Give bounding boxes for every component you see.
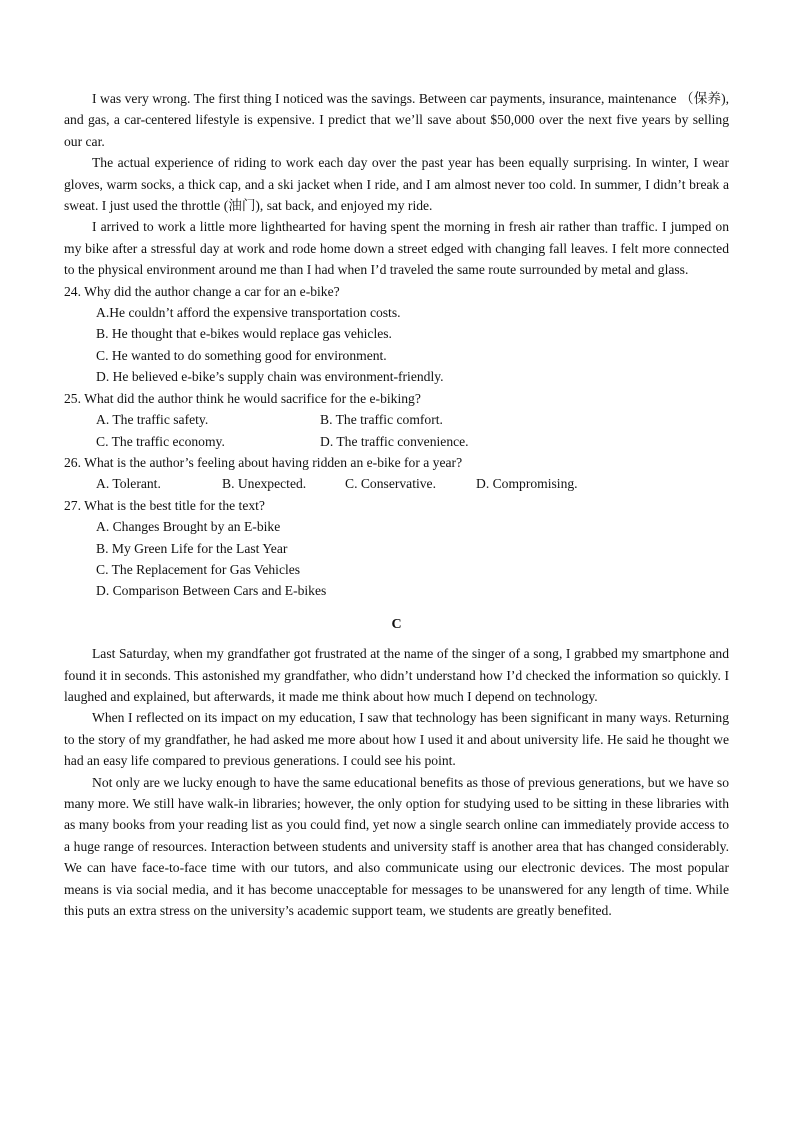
passage-b-paragraph-3: I arrived to work a little more lighthearted for having spent the morning in fresh air rather than traffic. I jumped on my bike after a stressful day at work and rode home down a street edged with changing fall leaves. I felt more connected to the physical environment around me than I had when I’d traveled the same route surrounded by metal and glass. — [64, 219, 729, 278]
question-26-option-a: A. Tolerant. — [96, 476, 161, 492]
question-27-option-b: B. My Green Life for the Last Year — [96, 540, 288, 556]
question-24-option-d: D. He believed e-bike’s supply chain was environment-friendly. — [96, 369, 444, 385]
passage-c-paragraph-3: Not only are we lucky enough to have the same educational benefits as those of previous generations, but we have so many more. We still have walk-in libraries; however, the only option for studying used to be sitting in these libraries with as many books from your reading list as you could find, yet now a single search online can immediately provide access to a huge range of resources. Interaction between students and university staff is another area that has changed considerably. We can have face-to-face time with our tutors, and also communicate using our electronic devices. The most popular means is via social media, and it has become unacceptable for messages to be unanswered for any length of time. While this puts an extra stress on the university’s academic support team, we students are greatly benefited. — [64, 774, 729, 919]
question-25-options-row-1 — [64, 409, 729, 430]
exam-page — [64, 88, 729, 921]
question-27-option-a: A. Changes Brought by an E-bike — [96, 519, 281, 535]
section-c-title: C — [391, 616, 402, 632]
question-25-option-d: D. The traffic convenience. — [320, 433, 469, 449]
question-25-stem: 25. What did the author think he would sacrifice for the e-biking? — [64, 390, 421, 406]
question-25-option-c: C. The traffic economy. — [96, 433, 225, 449]
passage-c — [64, 643, 729, 921]
question-26-option-d: D. Compromising. — [476, 476, 578, 492]
question-24-option-c: C. He wanted to do something good for environment. — [96, 347, 387, 363]
question-26-stem: 26. What is the author’s feeling about having ridden an e-bike for a year? — [64, 454, 463, 470]
question-24-option-b: B. He thought that e-bikes would replace gas vehicles. — [96, 326, 392, 342]
question-24-stem: 24. Why did the author change a car for an e-bike? — [64, 283, 340, 299]
passage-b — [64, 88, 729, 281]
question-27-stem: 27. What is the best title for the text? — [64, 497, 265, 513]
question-24 — [64, 281, 729, 388]
question-27 — [64, 495, 729, 602]
question-27-option-c: C. The Replacement for Gas Vehicles — [96, 561, 301, 577]
question-25-option-a: A. The traffic safety. — [96, 412, 209, 428]
question-26 — [64, 452, 729, 495]
passage-c-paragraph-1: Last Saturday, when my grandfather got frustrated at the name of the singer of a song, I grabbed my smartphone and found it in seconds. This astonished my grandfather, who didn’t understand how I’d checked the information so quickly. I laughed and explained, but afterwards, it made me think about how much I depend on technology. — [64, 646, 729, 704]
question-26-option-b: B. Unexpected. — [222, 476, 307, 492]
passage-b-paragraph-2: The actual experience of riding to work each day over the past year has been equally surprising. In winter, I wear gloves, warm socks, a thick cap, and a ski jacket when I ride, and I am almost never too cold. In summer, I didn’t break a sweat. I just used the throttle (油门), sat back, and enjoyed my ride. — [64, 155, 729, 214]
passage-c-paragraph-2: When I reflected on its impact on my education, I saw that technology has been significant in many ways. Returning to the story of my grandfather, he had asked me more about how I used it and about university life. He said he thought we had an easy life compared to previous generations. I could see his point. — [64, 710, 729, 769]
question-26-options-row — [64, 473, 729, 494]
question-25 — [64, 388, 729, 452]
question-25-options-row-2 — [64, 431, 729, 452]
passage-b-paragraph-1: I was very wrong. The first thing I noticed was the savings. Between car payments, insurance, maintenance （保养), and gas, a car-centered lifestyle is expensive. I predict that we’ll save about $50,000 over the next five years by selling our car. — [64, 91, 729, 149]
question-26-option-c: C. Conservative. — [345, 476, 436, 492]
question-25-option-b: B. The traffic comfort. — [320, 412, 443, 428]
question-27-option-d: D. Comparison Between Cars and E-bikes — [96, 583, 327, 599]
question-24-option-a: A.He couldn’t afford the expensive transportation costs. — [96, 305, 401, 321]
